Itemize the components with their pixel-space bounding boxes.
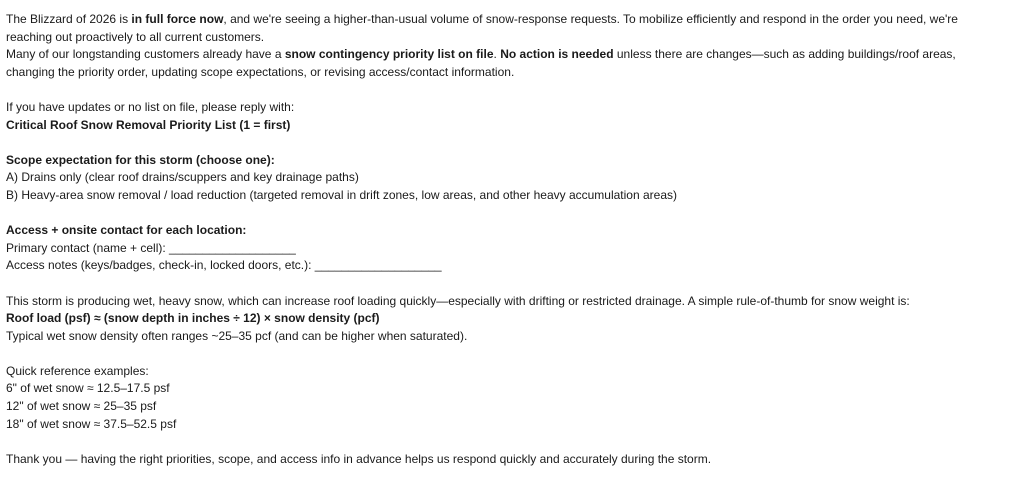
reply-prompt: If you have updates or no list on file, please reply with:: [6, 99, 295, 114]
priority-list-heading: Critical Roof Snow Removal Priority List (1 = first): [6, 117, 291, 132]
no-action-emphasis: No action is needed: [500, 47, 614, 62]
scope-option-a: A) Drains only (clear roof drains/scuppers and key drainage paths): [6, 170, 359, 185]
intro-paragraph-2: Many of our longstanding customers already have a snow contingency priority list on file. No action is needed unless there are changes—such as adding buildings/roof areas, changing the priority order, updating scope expectations, or revising access/contact information.: [6, 47, 956, 79]
access-heading: Access + onsite contact for each location:: [6, 223, 247, 238]
full-force-emphasis: in full force now: [131, 12, 224, 26]
load-formula: Roof load (psf) ≈ (snow depth in inches ÷ 12) × snow density (pcf): [6, 311, 380, 326]
example-item: 6" of wet snow ≈ 12.5–17.5 psf: [6, 381, 170, 396]
example-item: 18" of wet snow ≈ 37.5–52.5 psf: [6, 416, 177, 431]
intro-paragraph-1: The Blizzard of 2026 is in full force now, and we're seeing a higher-than-usual volume of snow-response requests. To mobilize efficiently and respond in the order you need, we're reaching out proactively to all current customers.: [6, 12, 958, 44]
scope-option-b: B) Heavy-area snow removal / load reduction (targeted removal in drift zones, low areas, and other heavy accumulation areas): [6, 187, 677, 202]
access-notes-line: Access notes (keys/badges, check-in, locked doors, etc.): ___________________: [6, 258, 442, 273]
priority-list-emphasis: snow contingency priority list on file: [284, 47, 494, 62]
primary-contact-line: Primary contact (name + cell): ___________________: [6, 240, 296, 255]
scope-heading: Scope expectation for this storm (choose one):: [6, 152, 275, 167]
load-intro: This storm is producing wet, heavy snow, which can increase roof loading quickly—especially with drifting or restricted drainage. A simple rule-of-thumb for snow weight is:: [6, 293, 910, 308]
density-note: Typical wet snow density often ranges ~25–35 pcf (and can be higher when saturated).: [6, 328, 468, 343]
example-item: 12" of wet snow ≈ 25–35 psf: [6, 399, 157, 414]
closing-line: Thank you — having the right priorities, scope, and access info in advance helps us respond quickly and accurately during the storm.: [6, 451, 712, 466]
examples-heading: Quick reference examples:: [6, 363, 149, 378]
